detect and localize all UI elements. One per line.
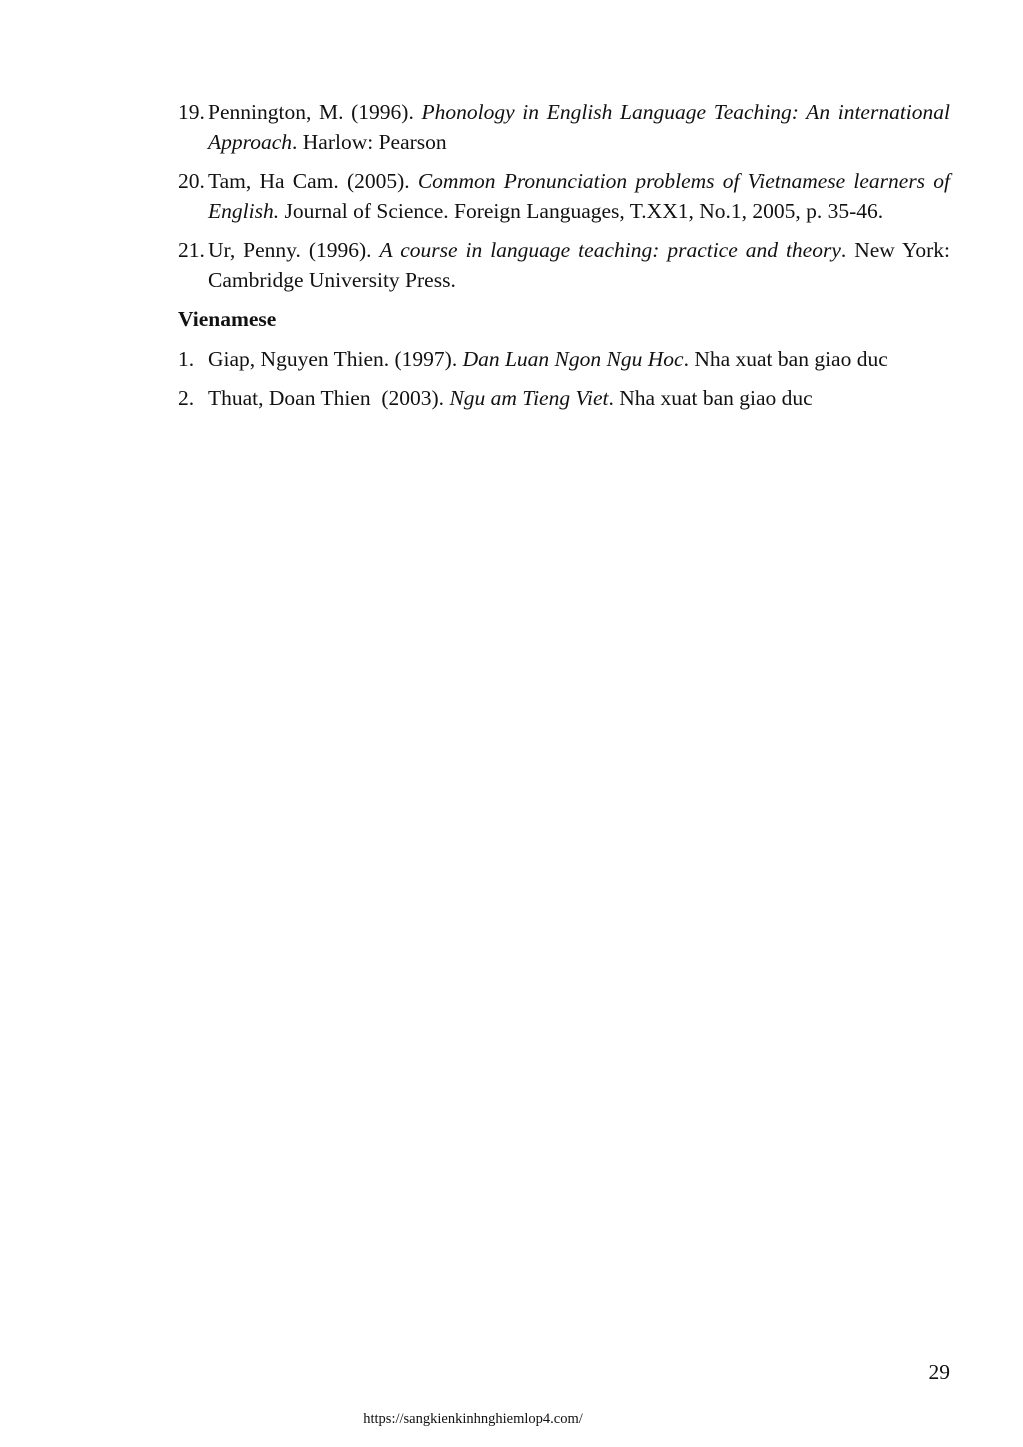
reference-number: 1. (178, 346, 195, 371)
reference-text: Giap, Nguyen Thien. (1997). Dan Luan Ngon Ngu Hoc. Nha xuat ban giao duc (208, 346, 888, 371)
reference-number: 21. (178, 238, 205, 262)
section-heading-vietnamese: Vienamese (178, 307, 277, 331)
reference-item (178, 167, 950, 226)
reference-title: A course in language teaching: practice and theory (379, 238, 841, 262)
reference-number: 19. (178, 100, 205, 124)
reference-text: Ur, Penny. (1996). A course in language teaching: practice and theory. New York: Cambridge University Press. (208, 238, 950, 292)
reference-item (178, 98, 950, 157)
reference-item (178, 345, 950, 375)
footer-url[interactable]: https://sangkienkinhnghiemlop4.com/ (363, 1411, 583, 1427)
reference-text: Thuat, Doan Thien (2003). Ngu am Tieng Viet. Nha xuat ban giao duc (208, 386, 813, 410)
page-number: 29 (928, 1360, 950, 1384)
reference-item (178, 236, 950, 295)
reference-title: Phonology in English Language Teaching: An international Approach (208, 100, 951, 154)
reference-title: Dan Luan Ngon Ngu Hoc (462, 346, 684, 371)
reference-text: Tam, Ha Cam. (2005). Common Pronunciation problems of Vietnamese learners of English. Journal of Science. Foreign Languages, T.XX1, No.1, 2005, p. 35-46. (208, 169, 950, 223)
reference-number: 2. (178, 386, 195, 410)
reference-list (178, 98, 950, 424)
reference-text: Pennington, M. (1996). Phonology in English Language Teaching: An international Approach. Harlow: Pearson (208, 100, 951, 154)
reference-title: Ngu am Tieng Viet (449, 386, 609, 410)
reference-item (178, 384, 950, 414)
reference-number: 20. (178, 169, 205, 193)
reference-title: Common Pronunciation problems of Vietnamese learners of English. (208, 169, 950, 223)
